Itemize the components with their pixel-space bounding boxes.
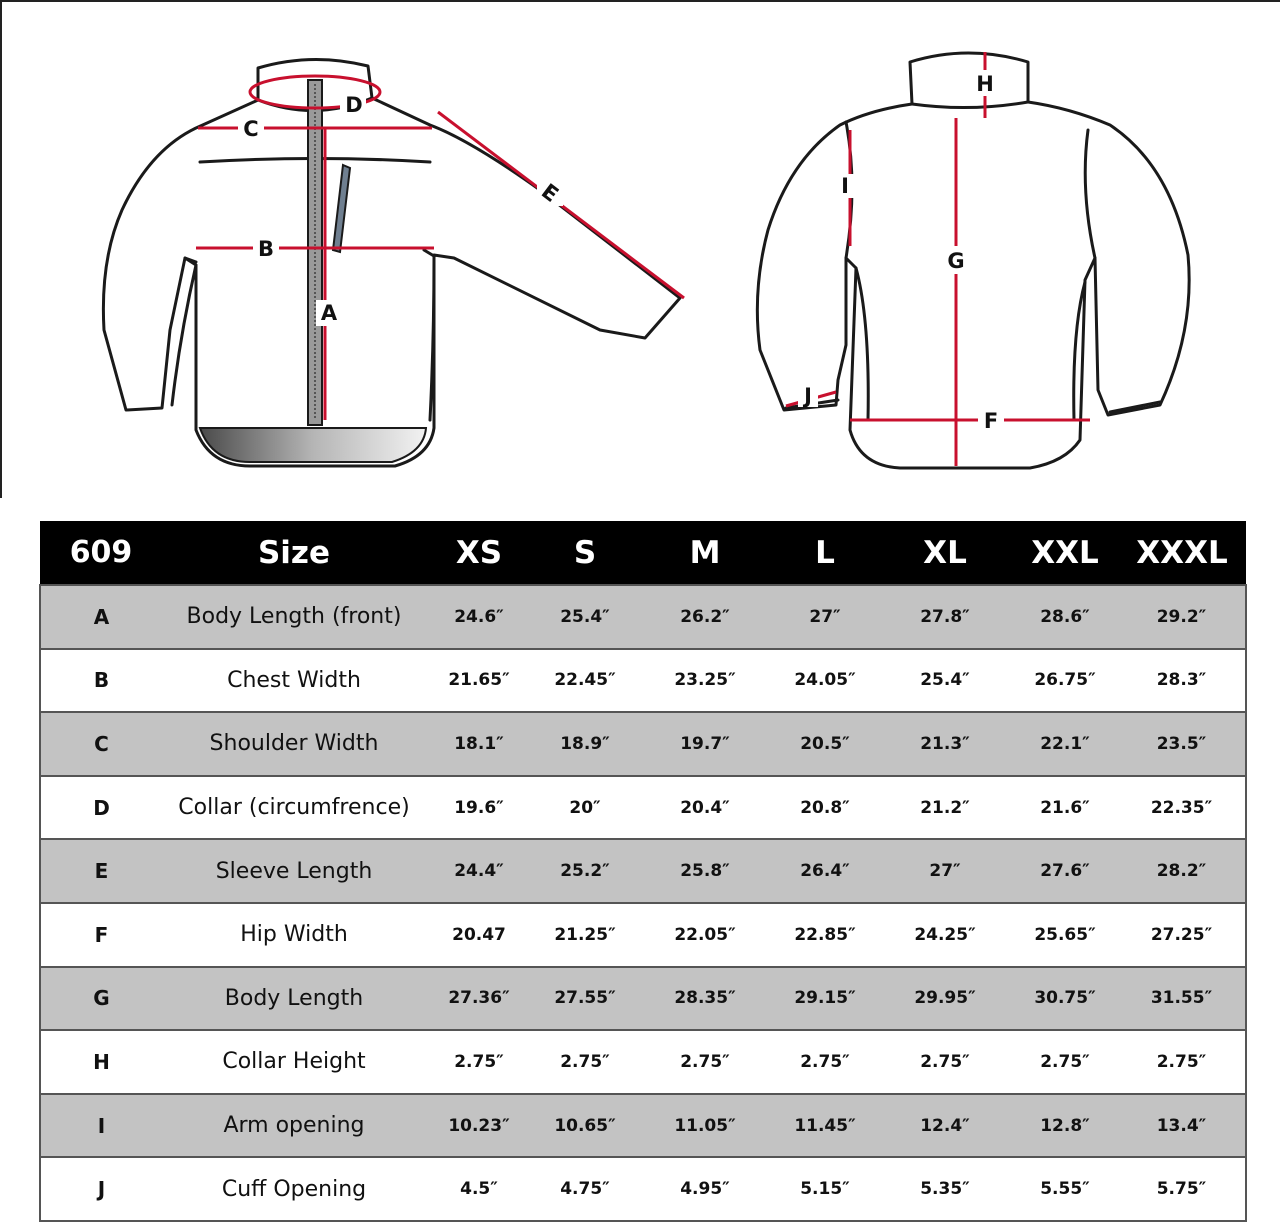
label-i: I — [841, 174, 849, 198]
label-h: H — [976, 72, 994, 96]
table-row — [40, 649, 1246, 713]
measure-value: 18.9″ — [560, 733, 610, 754]
table-body — [40, 585, 1246, 1221]
label-f: F — [983, 409, 999, 433]
size-l: L — [815, 534, 835, 571]
measure-letter: E — [40, 839, 162, 903]
table-row — [40, 967, 1246, 1031]
measure-value: 22.85″ — [794, 924, 856, 945]
measure-value: 30.75″ — [1034, 988, 1096, 1009]
front-label-backgrounds — [238, 91, 563, 326]
measure-value: 23.25″ — [674, 670, 736, 691]
measure-value: 24.6″ — [454, 606, 504, 627]
measure-value: 24.4″ — [454, 861, 504, 882]
measure-value: 13.4″ — [1118, 1094, 1246, 1158]
measure-letter: C — [40, 712, 162, 776]
measure-value: 25.4″ — [560, 606, 610, 627]
measure-name: Shoulder Width — [209, 731, 379, 757]
label-d: D — [345, 93, 363, 117]
measure-name: Body Length (front) — [186, 604, 402, 630]
table-row — [40, 585, 1246, 649]
label-j: J — [804, 384, 812, 408]
measure-value: 23.5″ — [1118, 712, 1246, 776]
measure-value: 27.8″ — [920, 606, 970, 627]
label-g: G — [947, 249, 965, 273]
measure-value: 27″ — [929, 861, 961, 882]
measure-value: 27.36″ — [448, 988, 510, 1009]
measure-value: 28.3″ — [1118, 649, 1246, 713]
measure-value: 2.75″ — [680, 1051, 730, 1072]
measure-name: Collar (circumfrence) — [178, 795, 410, 821]
measure-value: 2.75″ — [800, 1051, 850, 1072]
size-xs: XS — [455, 534, 503, 571]
measure-value: 27.25″ — [1118, 903, 1246, 967]
front-jacket-illustration — [103, 59, 680, 466]
label-b: B — [257, 237, 275, 261]
measure-value: 19.6″ — [454, 797, 504, 818]
measure-value: 25.65″ — [1034, 924, 1096, 945]
measure-value: 20.4″ — [680, 797, 730, 818]
measure-value: 20.8″ — [800, 797, 850, 818]
measure-letter: F — [40, 903, 162, 967]
measure-value: 19.7″ — [680, 733, 730, 754]
measure-value: 20.5″ — [800, 733, 850, 754]
size-chart — [39, 521, 1245, 1222]
measure-name: Hip Width — [240, 922, 348, 948]
measure-value: 29.2″ — [1118, 585, 1246, 649]
measure-value: 11.05″ — [674, 1115, 736, 1136]
measure-value: 12.4″ — [920, 1115, 970, 1136]
measure-value: 29.95″ — [914, 988, 976, 1009]
measure-value: 10.23″ — [448, 1115, 510, 1136]
table-row — [40, 1030, 1246, 1094]
measure-value: 26.2″ — [680, 606, 730, 627]
table-row — [40, 839, 1246, 903]
measure-name: Cuff Opening — [221, 1176, 367, 1202]
measure-letter: G — [40, 967, 162, 1031]
measure-letter: A — [40, 585, 162, 649]
back-jacket-illustration — [757, 53, 1189, 468]
label-a: A — [320, 301, 338, 325]
model-code: 609 — [69, 535, 133, 570]
jacket-measurement-diagram — [0, 0, 1280, 500]
measure-value: 24.05″ — [794, 670, 856, 691]
measure-value: 5.55″ — [1040, 1179, 1090, 1200]
measure-value: 27.55″ — [554, 988, 616, 1009]
measure-name: Chest Width — [227, 667, 361, 693]
back-measure-lines — [786, 52, 1090, 466]
measure-value: 26.75″ — [1034, 670, 1096, 691]
measure-value: 21.25″ — [554, 924, 616, 945]
table-row — [40, 1157, 1246, 1221]
measure-value: 21.3″ — [920, 733, 970, 754]
measure-value: 11.45″ — [794, 1115, 856, 1136]
measure-value: 28.35″ — [674, 988, 736, 1009]
measure-value: 2.75″ — [1118, 1030, 1246, 1094]
measure-name: Collar Height — [222, 1049, 366, 1075]
measure-value: 2.75″ — [560, 1051, 610, 1072]
measure-value: 2.75″ — [920, 1051, 970, 1072]
front-pocket-zip — [333, 165, 350, 252]
table-row — [40, 1094, 1246, 1158]
size-header: Size — [257, 534, 331, 571]
size-xxl: XXL — [1031, 534, 1099, 571]
measure-value: 21.65″ — [448, 670, 510, 691]
measure-value: 27.6″ — [1040, 861, 1090, 882]
measure-name: Arm opening — [223, 1113, 365, 1139]
measure-value: 4.95″ — [680, 1179, 730, 1200]
measure-value: 25.2″ — [560, 861, 610, 882]
measure-value: 28.2″ — [1118, 839, 1246, 903]
measure-letter: D — [40, 776, 162, 840]
measure-value: 5.35″ — [920, 1179, 970, 1200]
measure-value: 20.47 — [452, 924, 506, 945]
measure-value: 28.6″ — [1040, 606, 1090, 627]
label-e: E — [537, 179, 563, 207]
front-hem-band — [200, 428, 426, 462]
measure-value: 2.75″ — [1040, 1051, 1090, 1072]
table-row — [40, 776, 1246, 840]
measure-value: 5.75″ — [1118, 1157, 1246, 1221]
measure-value: 22.35″ — [1118, 776, 1246, 840]
measure-name: Sleeve Length — [215, 858, 373, 884]
label-c: C — [243, 117, 259, 141]
measure-value: 29.15″ — [794, 988, 856, 1009]
measure-value: 31.55″ — [1118, 967, 1246, 1031]
measure-letter: I — [40, 1094, 162, 1158]
measure-letter: H — [40, 1030, 162, 1094]
measure-value: 21.6″ — [1040, 797, 1090, 818]
measure-value: 27″ — [809, 606, 841, 627]
measure-value: 25.4″ — [920, 670, 970, 691]
table-row — [40, 903, 1246, 967]
measure-value: 24.25″ — [914, 924, 976, 945]
measure-letter: B — [40, 649, 162, 713]
measure-value: 22.05″ — [674, 924, 736, 945]
measure-value: 22.1″ — [1040, 733, 1090, 754]
measure-value: 5.15″ — [800, 1179, 850, 1200]
measure-value: 10.65″ — [554, 1115, 616, 1136]
size-m: M — [689, 534, 721, 571]
size-xl: XL — [923, 534, 967, 571]
measure-value: 26.4″ — [800, 861, 850, 882]
measure-value: 4.75″ — [560, 1179, 610, 1200]
measure-value: 21.2″ — [920, 797, 970, 818]
measure-value: 12.8″ — [1040, 1115, 1090, 1136]
back-label-backgrounds — [798, 70, 1004, 433]
size-s: S — [573, 534, 597, 571]
size-table — [39, 521, 1247, 1222]
measure-value: 25.8″ — [680, 861, 730, 882]
measure-value: 18.1″ — [454, 733, 504, 754]
measure-value: 20″ — [569, 797, 601, 818]
size-xxxl: XXXL — [1136, 534, 1228, 571]
measure-name: Body Length — [224, 985, 364, 1011]
table-row — [40, 712, 1246, 776]
measure-letter: J — [40, 1157, 162, 1221]
measure-value: 2.75″ — [454, 1051, 504, 1072]
table-header-row — [40, 521, 1246, 585]
measure-value: 22.45″ — [554, 670, 616, 691]
measure-value: 4.5″ — [460, 1179, 498, 1200]
